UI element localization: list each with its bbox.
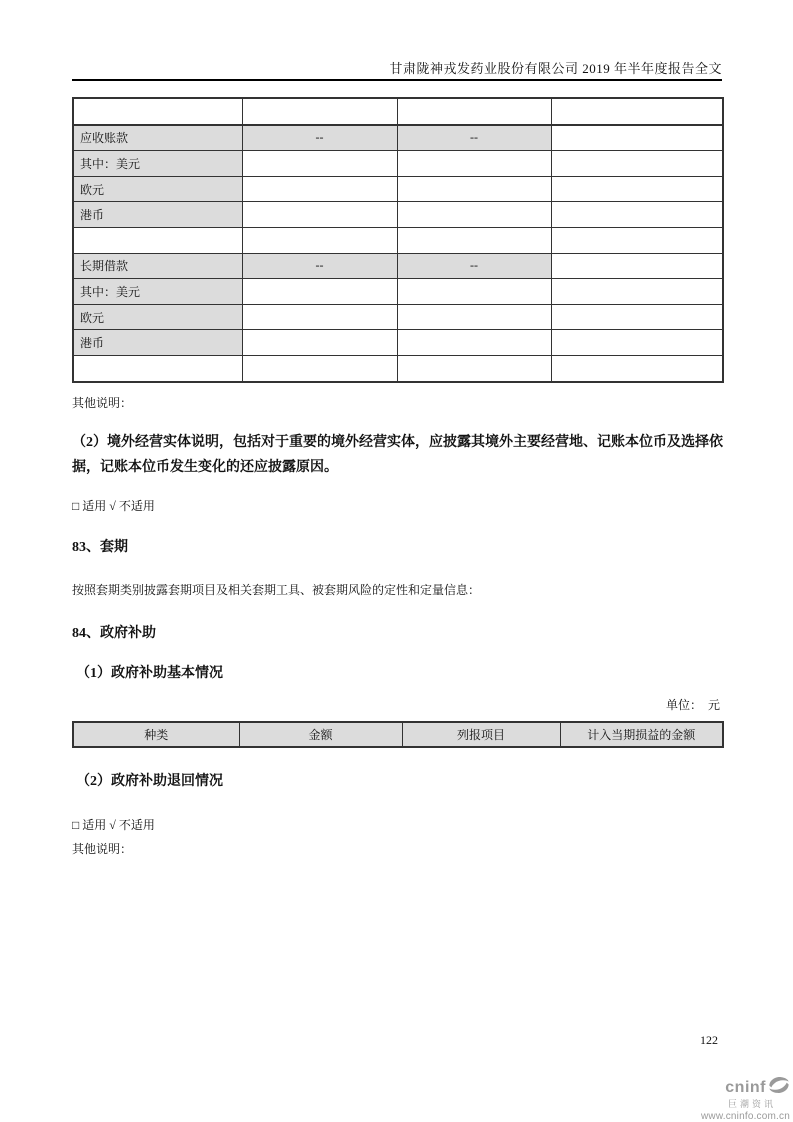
currency-table [72,97,724,383]
table-cell [551,330,723,356]
table-row [73,227,723,253]
applicability-line-1: □ 适用 √ 不适用 [72,499,155,513]
section-84-subsidy-title: 84、政府补助 [72,626,156,641]
section-83-hedging-title: 83、套期 [72,540,128,555]
other-note-label-2: 其他说明： [72,842,133,856]
table-cell: -- [242,253,397,279]
table-cell [551,227,723,253]
table-cell [551,125,723,151]
table-cell: -- [397,253,551,279]
subsidy-table-container [72,721,724,748]
table-row [73,330,723,356]
cninfo-logo-row [701,1076,790,1099]
table-cell [397,355,551,381]
table-cell: 应收账款 [73,125,242,151]
table-cell [551,304,723,330]
table-cell [397,98,551,125]
table-cell: 其中：美元 [73,151,242,177]
other-note-label: 其他说明： [72,396,133,410]
table-cell [242,330,397,356]
table-cell [397,202,551,228]
table-row [73,98,723,125]
table-row [73,355,723,381]
header-rule [72,79,722,81]
table-cell [397,330,551,356]
table-cell [242,176,397,202]
table-row [73,151,723,177]
subsidy-table [72,721,724,748]
table-cell [397,227,551,253]
table-header-cell: 金额 [239,722,402,747]
table-cell [551,253,723,279]
table-row [73,176,723,202]
table-cell [397,176,551,202]
subsidy-basic-subtitle: （1）政府补助基本情况 [76,666,223,681]
page-header-title: 甘肃陇神戎发药业股份有限公司 2019 年半年度报告全文 [389,61,722,76]
cninfo-logo [701,1076,790,1122]
table-cell [242,98,397,125]
table-cell: 长期借款 [73,253,242,279]
section-83-hedging-body: 按照套期类别披露套期项目及相关套期工具、被套期风险的定性和定量信息： [72,583,481,597]
table-cell [242,304,397,330]
overseas-entities-heading: （2）境外经营实体说明，包括对于重要的境外经营实体，应披露其境外主要经营地、记账本位币及选择依据，记账本位币发生变化的还应披露原因。 [72,435,723,475]
table-cell [242,151,397,177]
table-header-cell: 种类 [73,722,239,747]
table-cell [551,151,723,177]
table-cell: 港币 [73,202,242,228]
table-cell: 欧元 [73,176,242,202]
table-cell [397,304,551,330]
table-row [73,253,723,279]
table-row [73,279,723,305]
page-number: 122 [700,1033,718,1047]
table-cell: 欧元 [73,304,242,330]
table-cell [551,98,723,125]
table-row [73,202,723,228]
table-cell [551,202,723,228]
table-cell [551,279,723,305]
table-cell [242,355,397,381]
table-cell [73,98,242,125]
table-cell [397,279,551,305]
cninfo-swirl-icon [768,1076,790,1099]
table-cell [73,227,242,253]
table-row [73,125,723,151]
table-cell [73,355,242,381]
table-header-cell: 计入当期损益的金额 [560,722,723,747]
table-cell [551,176,723,202]
applicability-line-2: □ 适用 √ 不适用 [72,818,155,832]
table-header-cell: 列报项目 [402,722,560,747]
table-cell [242,227,397,253]
table-cell [242,279,397,305]
table-cell: -- [242,125,397,151]
table-cell [551,355,723,381]
cninfo-logo-chinese: 巨潮资讯 [727,1098,776,1109]
table-cell: 其中：美元 [73,279,242,305]
table-header-row [73,722,723,747]
table-cell: -- [397,125,551,151]
table-cell: 港币 [73,330,242,356]
table-row [73,304,723,330]
subsidy-return-subtitle: （2）政府补助退回情况 [76,774,223,789]
currency-table-container [72,97,724,383]
unit-label: 单位： 元 [665,698,720,712]
table-cell [242,202,397,228]
cninfo-logo-text: cninf [725,1078,766,1096]
table-cell [397,151,551,177]
cninfo-logo-url: www.cninfo.com.cn [701,1111,790,1122]
